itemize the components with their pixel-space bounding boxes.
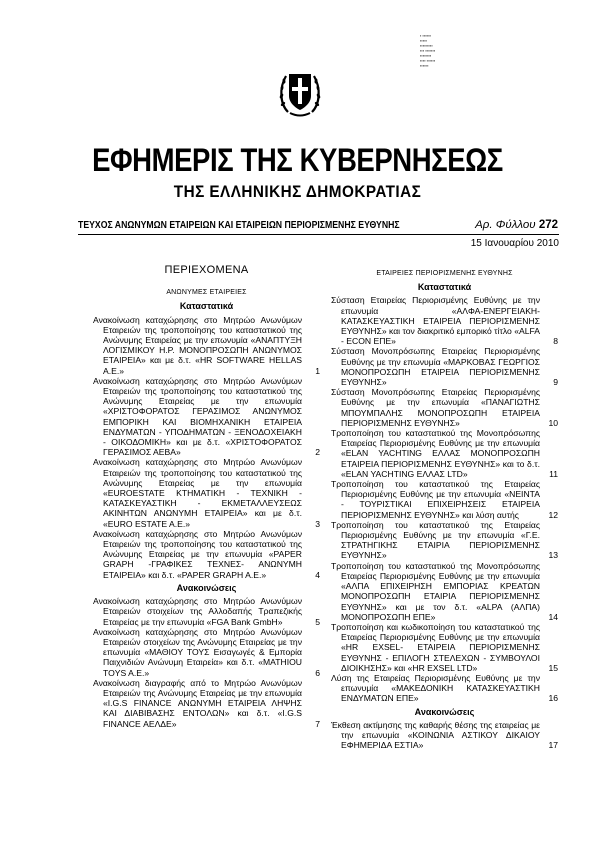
gazette-subtitle: ΤΗΣ ΕΛΛΗΝΙΚΗΣ ΔΗΜΟΚΡΑΤΙΑΣ: [173, 182, 422, 201]
section-title: ΕΤΑΙΡΕΙΕΣ ΠΕΡΙΟΡΙΣΜΕΝΗΣ ΕΥΘΥΝΗΣ: [376, 270, 513, 277]
group-title: Καταστατικά: [417, 282, 472, 293]
entry-page-number: 10: [548, 417, 558, 428]
contents-entry: [331, 479, 558, 520]
contents-entry: [93, 596, 320, 627]
contents-entry: [331, 346, 558, 387]
entry-page-number: 15: [548, 662, 558, 673]
contents-entry: [331, 428, 558, 479]
entry-page-number: 5: [315, 616, 320, 627]
entry-page-number: 6: [315, 667, 320, 678]
contents-right-column: [331, 265, 558, 750]
entry-page-number: 1: [315, 365, 320, 376]
sheet-label: Αρ. Φύλλου: [475, 219, 536, 231]
section-title: ΑΝΩΝΥΜΕΣ ΕΤΑΙΡΕΙΕΣ: [166, 289, 247, 297]
entry-page-number: 9: [553, 377, 558, 388]
contents-entry: [93, 315, 320, 376]
entry-text: Ανακοίνωση καταχώρησης στο Μητρώο Ανωνύμων Εταιρειών στοιχείων της Αλλοδαπής Τραπεζικής Εταιρείας με την επωνυμία «FGA Bank GmbH»: [93, 596, 302, 627]
entry-text: Έκθεση ακτίμησης της καθαρής θέσης της εταιρείας με την επωνυμία «ΚΟΙΝΩΝΙΑ ΑΣΤΙΚΟΥ ΔΙΚΑΙΟΥ ΕΦΗΜΕΡΙΔΑ ΕΣΤΙΑ»: [331, 719, 540, 751]
entry-text: Ανακοίνωση καταχώρησης στο Μητρώο Ανωνύμων Εταιρειών της τροποποίησης του καταστατικού της Ανώνυμης Εταιρείας με την επωνυμία «EUROESTATE ΚΤΗΜΑΤΙΚΗ - ΤΕΧΝΙΚΗ - ΚΑΤΑΣΚΕΥΑΣΤΙΚΗ - ΕΚΜΕΤΑΛΛΕΥΣΕΩΣ ΑΚΙΝΗΤΩΝ ΑΝΩΝΥΜΗ ΕΤΑΙΡΕΙΑ» και με δ.τ. «EURO ESTATE A.E.»: [93, 457, 302, 529]
entry-text: Σύσταση Μονοπρόσωπης Εταιρείας Περιορισμένης Ευθύνης με την επωνυμία «ΜΑΡΚΟΒΑΣ ΓΕΩΡΓΙΟΣ ΜΟΝΟΠΡΟΣΩΠΗ ΕΤΑΙΡΕΙΑ ΠΕΡΙΟΡΙΣΜΕΝΗΣ ΕΥΘΥΝΗΣ»: [331, 346, 540, 388]
entry-text: Σύσταση Εταιρείας Περιορισμένης Ευθύνης με την επωνυμία «ΑΛΦΑ-ΕΝΕΡΓΕΙΑΚΗ-ΚΑΤΑΣΚΕΥΑΣΤΙΚΗ ΕΤΑΙΡΕΙΑ ΠΕΡΙΟΡΙΣΜΕΝΗΣ ΕΥΘΥΝΗΣ» και τον διακριτικό εμπορικό τίτλο «ALFA - ECON ΕΠΕ»: [331, 295, 540, 347]
entry-page-number: 3: [315, 518, 320, 529]
contents-entry: [93, 529, 320, 580]
contents-entry: [93, 678, 320, 729]
contents-entry: [331, 561, 558, 622]
entry-text: Τροποποίηση του καταστατικού της Εταιρείας Περιορισμένης Ευθύνης με την επωνυμία «Γ.Ε. ΣΤΡΑΤΗΓΙΚΗΣ ΕΤΑΙΡΙΑ ΠΕΡΙΟΡΙΣΜΕΝΗΣ ΕΥΘΥΝΗΣ»: [331, 519, 540, 561]
issue-date: 15 Ιανουαρίου 2010: [470, 238, 559, 249]
entry-page-number: 13: [548, 550, 558, 561]
contents-heading: ΠΕΡΙΕΧΟΜΕΝΑ: [164, 264, 249, 276]
entry-page-number: 14: [548, 611, 558, 622]
issuing-stamp: ▪ ▪▪▪▪▪▪ ▪▪▪▪▪ ▪▪▪▪▪▪▪▪▪ ▪▪▪ ▪▪▪▪▪▪▪ ▪▪▪▪▪▪▪▪ ▪▪▪▪ ▪▪▪▪▪▪ ▪▪▪▪▪▪: [420, 33, 436, 68]
contents-left-column: [93, 265, 320, 729]
entry-text: Ανακοίνωση καταχώρησης στο Μητρώο Ανωνύμων Εταιρειών της τροποποίησης του καταστατικού της Ανώνυμης Εταιρείας με την επωνυμία «ΧΡΙΣΤΟΦΟΡΑΤΟΣ ΓΕΡΑΣΙΜΟΣ ΑΝΩΝΥΜΟΣ ΕΜΠΟΡΙΚΗ ΚΑΙ ΒΙΟΜΗΧΑΝΙΚΗ ΕΤΑΙΡΕΙΑ ΕΝΔΥΜΑΤΩΝ - ΥΠΟΔΗΜΑΤΩΝ - ΞΕΝΟΔΟΧΕΙΑΚΗ - ΟΙΚΟΔΟΜΙΚΗ» και με δ.τ. «ΧΡΙΣΤΟΦΟΡΑΤΟΣ ΓΕΡΑΣΙΜΟΣ ΑΕΒΑ»: [93, 375, 302, 458]
entry-text: Τροποποίηση του καταστατικού της Μονοπρόσωπης Εταιρείας Περιορισμένης Ευθύνης με την επωνυμία «ELAN YACHTING ΕΛΛΑΣ ΜΟΝΟΠΡΟΣΩΠΗ ΕΤΑΙΡΕΙΑ ΠΕΡΙΟΡΙΣΜΕΝΗΣ ΕΥΘΥΝΗΣ» και το δ.τ. «ELAN YACHTING ΕΛΛΑΣ LTD»: [331, 428, 540, 479]
contents-entry: [331, 720, 558, 751]
contents-entry: [331, 673, 558, 704]
gazette-title: ΕΦΗΜΕΡΙΣ ΤΗΣ ΚΥΒΕΡΝΗΣΕΩΣ: [92, 142, 503, 178]
sheet-number: 272: [538, 219, 558, 231]
contents-entry: [331, 295, 558, 346]
contents-entry: [93, 376, 320, 458]
entry-page-number: 7: [315, 718, 320, 729]
entry-page-number: 4: [315, 569, 320, 580]
contents-entry: [331, 520, 558, 561]
entry-text: Λύση της Εταιρείας Περιορισμένης Ευθύνης με την επωνυμία «ΜΑΚΕΔΟΝΙΚΗ ΚΑΤΑΣΚΕΥΑΣΤΙΚΗ ΕΝΔΥΜΑΤΩΝ ΕΠΕ»: [331, 672, 540, 704]
entry-text: Σύσταση Μονοπρόσωπης Εταιρείας Περιορισμένης Ευθύνης με την επωνυμία «ΠΑΝΑΓΙΩΤΗΣ ΜΠΟΥΜΠΑΛΗΣ ΜΟΝΟΠΡΟΣΩΠΗ ΕΤΑΙΡΕΙΑ ΠΕΡΙΟΡΙΣΜΕΝΗΣ ΕΥΘΥΝΗΣ»: [331, 387, 540, 428]
entry-text: Ανακοίνωση καταχώρησης στο Μητρώο Ανωνύμων Εταιρειών της τροποποίησης του καταστατικού της Ανώνυμης Εταιρείας με την επωνυμία «PAPER GRAPH -ΓΡΑΦΙΚΕΣ ΤΕΧΝΕΣ- ΑΝΩΝΥΜΗ ΕΤΑΙΡΕΙΑ» και δ.τ. «PAPER GRAPH A.E.»: [93, 528, 302, 580]
entry-text: Τροποποίηση του καταστατικού της Μονοπρόσωπης Εταιρείας Περιορισμένης Ευθύνης με την επωνυμία «ΑΛΠΑ ΕΠΙΧΕΙΡΗΣΗ ΕΜΠΟΡΙΑΣ ΚΡΕΑΤΩΝ ΜΟΝΟΠΡΟΣΩΠΗ ΕΤΑΙΡΙΑ ΠΕΡΙΟΡΙΣΜΕΝΗΣ ΕΥΘΥΝΗΣ» και με τον δ.τ. «ALPA (ΑΛΠΑ) ΜΟΝΟΠΡΟΣΩΠΗ ΕΠΕ»: [331, 560, 540, 622]
greek-coat-of-arms-icon: [278, 60, 322, 120]
entry-page-number: 12: [548, 509, 558, 520]
entry-text: Ανακοίνωση διαγραφής από το Μητρώο Ανωνύμων Εταιρειών της Ανώνυμης Εταιρείας με την επωνυμία «I.G.S FINANCE ΑΝΩΝΥΜΗ ΕΤΑΙΡΕΙΑ ΛΗΨΗΣ ΚΑΙ ΔΙΑΒΙΒΑΣΗΣ ΕΝΤΟΛΩΝ» και δ.τ. «I.G.S FINANCE ΑΕΛΔΕ»: [93, 677, 302, 729]
contents-entry: [331, 387, 558, 428]
contents-entry: [93, 627, 320, 678]
contents-entry: [93, 457, 320, 528]
group-title: Ανακοινώσεις: [176, 582, 237, 593]
entry-text: Ανακοίνωση καταχώρησης στο Μητρώο Ανωνύμων Εταιρειών στοιχείων της Ανώνυμης Εταιρείας με την επωνυμία «ΜΑΘΙΟΥ ΤΟΥΣ Εισαγωγές & Εμπορία Παιχνιδιών Ανώνυμη Εταιρεία» και δ.τ. «MATHIOU TOYS A.E.»: [93, 626, 302, 678]
issue-series: ΤΕΥΧΟΣ ΑΝΩΝΥΜΩΝ ΕΤΑΙΡΕΙΩΝ ΚΑΙ ΕΤΑΙΡΕΙΩΝ ΠΕΡΙΟΡΙΣΜΕΝΗΣ ΕΥΘΥΝΗΣ: [78, 220, 400, 231]
contents-entry: [331, 622, 558, 673]
group-title: Καταστατικά: [179, 301, 234, 312]
entry-text: Τροποποίηση και κωδικοποίηση του καταστατικού της Εταιρείας Περιορισμένης Ευθύνης με την επωνυμία «HR EXSEL- ΕΤΑΙΡΕΙΑ ΠΕΡΙΟΡΙΣΜΕΝΗΣ ΕΥΘΥΝΗΣ - ΕΠΙΛΟΓΗ ΣΤΕΛΕΧΩΝ - ΣΥΜΒΟΥΛΟΙ ΔΙΟΙΚΗΣΗΣ» και «HR EXSEL LTD»: [331, 621, 540, 673]
entry-text: Ανακοίνωση καταχώρησης στο Μητρώο Ανωνύμων Εταιρειών της τροποποίησης του καταστατικού της Ανώνυμης Εταιρείας με την επωνυμία «ΑΝΑΠΤΥΞΗ ΛΟΓΙΣΜΙΚΟΥ Η.Ρ. ΜΟΝΟΠΡΟΣΩΠΗ ΑΝΩΝΥΜΟΣ ΕΤΑΙΡΕΙΑ» και με δ.τ. «HR SOFTWARE HELLAS A.E.»: [93, 314, 302, 376]
right-groups: [331, 282, 558, 750]
issue-row: [78, 220, 558, 231]
entry-page-number: 2: [315, 447, 320, 458]
left-groups: [93, 301, 320, 728]
group-title: Ανακοινώσεις: [414, 706, 475, 717]
entry-page-number: 8: [553, 336, 558, 347]
sheet-number-label: [475, 219, 558, 231]
entry-text: Τροποποίηση του καταστατικού της Εταιρείας Περιορισμένης Ευθύνης με την επωνυμία «ΝΕΙΝΤΑ - ΤΟΥΡΙΣΤΙΚΑΙ ΕΠΙΧΕΙΡΗΣΕΙΣ ΕΤΑΙΡΕΙΑ ΠΕΡΙΟΡΙΣΜΕΝΗΣ ΕΥΘΥΝΗΣ» και λύση αυτής: [331, 479, 540, 520]
header-divider: [78, 234, 559, 235]
entry-page-number: 17: [548, 740, 558, 751]
entry-page-number: 16: [548, 693, 558, 704]
entry-page-number: 11: [549, 468, 558, 479]
